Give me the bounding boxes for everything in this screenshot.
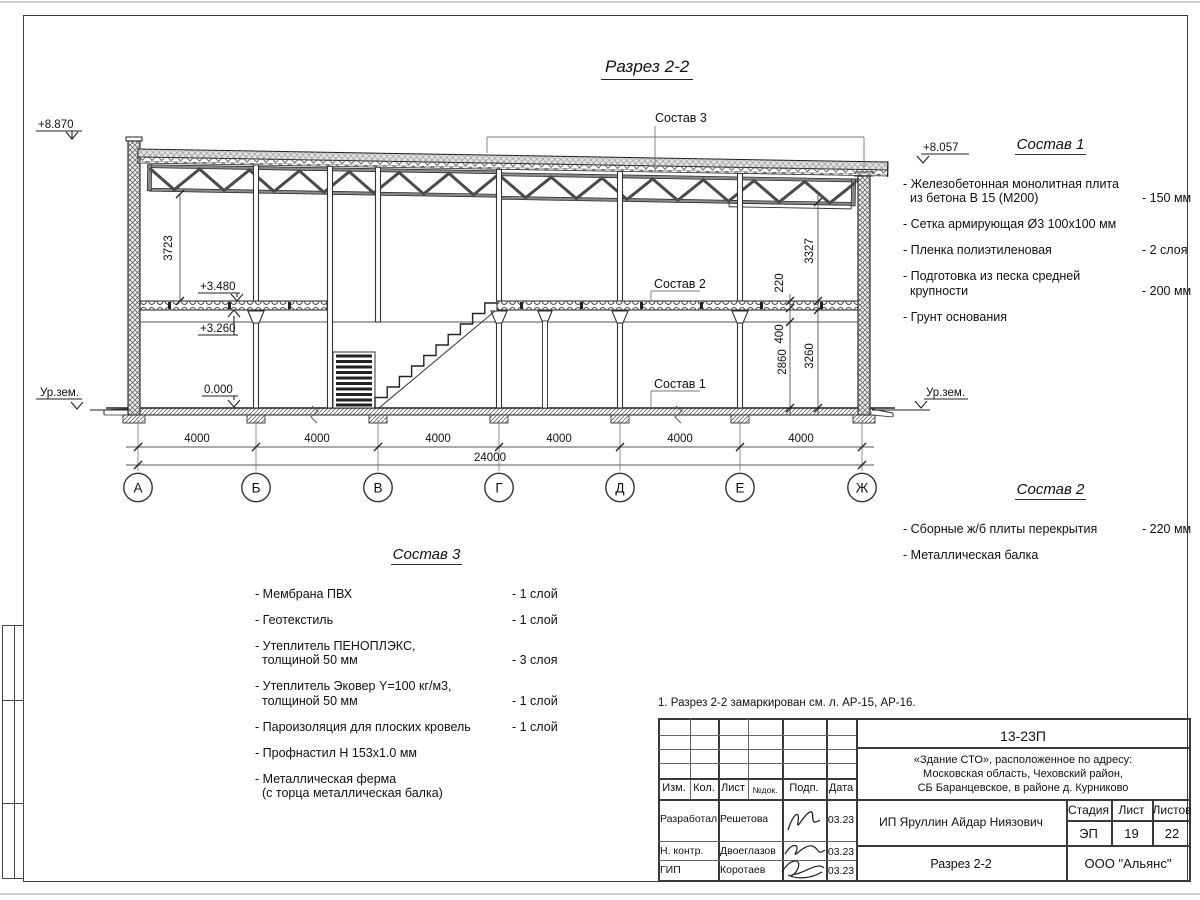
- grid-label: Г: [495, 480, 503, 496]
- elev-slab-bottom: +3.260: [200, 323, 236, 335]
- bay-dim: 4000: [667, 433, 693, 445]
- dim-220: 220: [774, 273, 786, 293]
- list-item: - Сетка армирующая Ø3 100х100 мм: [903, 217, 1117, 231]
- callout-sostav2: Состав 2: [654, 277, 706, 291]
- elev-ground-right: Ур.зем.: [926, 387, 966, 399]
- list-title: Состав 2: [1016, 481, 1085, 498]
- col-izm: Изм.: [662, 782, 686, 794]
- row-name: Решетова: [720, 813, 769, 825]
- row-role: Н. контр.: [660, 845, 704, 857]
- col-list: Лист: [721, 782, 745, 794]
- list-item: - Металлическая ферма (с торца металлическая балка): [255, 771, 443, 800]
- sheet-note: 1. Разрез 2-2 замаркирован см. л. АР-15, АР-16.: [658, 697, 916, 709]
- list-item: - Грунт основания: [903, 309, 1008, 324]
- col-data: Дата: [828, 782, 854, 794]
- client: ИП Яруллин Айдар Ниязович: [879, 815, 1043, 829]
- total-dim: 24000: [474, 452, 506, 464]
- grid-label: Б: [251, 480, 261, 496]
- row-date: 03.23: [827, 814, 855, 826]
- elev-slab-top: +3.480: [200, 281, 236, 293]
- list-item: - Мембрана ПВХ - 1 слой: [255, 586, 558, 601]
- object-address: «Здание СТО», расположенное по адресу: Московская область, Чеховский район, СБ Баранцевское, в районе д. Курниково: [913, 754, 1133, 794]
- list-title: Состав 1: [1016, 136, 1085, 153]
- sheet-label: Лист: [1118, 803, 1145, 817]
- doc-code: 13-23П: [1000, 728, 1046, 744]
- signature: [778, 854, 828, 880]
- list-item: - Подготовка из песка средней крупности - 200 мм: [903, 269, 1192, 298]
- bay-dim: 4000: [304, 433, 330, 445]
- list-sostav-1: [903, 138, 1198, 336]
- dim-3327: 3327: [804, 238, 816, 264]
- dim-3260: 3260: [804, 343, 816, 369]
- elev-ground-left: Ур.зем.: [40, 387, 80, 399]
- list-title: Состав 3: [392, 546, 461, 563]
- row-name: Коротаев: [720, 864, 766, 876]
- dim-400: 400: [774, 324, 786, 344]
- dim-3723-lines: [176, 190, 184, 305]
- col-podp: Подп.: [789, 782, 819, 794]
- truss-right: [498, 173, 857, 209]
- sheet-number: 19: [1124, 826, 1139, 841]
- grid-label: Ж: [855, 480, 869, 496]
- row-name: Двоеглазов: [720, 845, 776, 857]
- page-title: Разрез 2-2: [601, 57, 693, 80]
- list-item: - Пленка полиэтиленовая - 2 слоя: [903, 243, 1188, 257]
- grid-label: А: [133, 480, 143, 496]
- bay-dim: 4000: [425, 433, 451, 445]
- grid-label: Д: [615, 480, 625, 496]
- grid-label: В: [373, 480, 383, 496]
- elev-left-top: +8.870: [38, 119, 74, 131]
- list-item: - Металлическая балка: [903, 547, 1039, 562]
- list-item: - Пароизоляция для плоских кровель - 1 слой: [255, 719, 558, 734]
- truss-left: [147, 165, 500, 199]
- list-sostav-3: [255, 548, 568, 812]
- drawing-name: Разрез 2-2: [930, 857, 992, 871]
- list-item: - Железобетонная монолитная плита из бетона В 15 (М200) - 150 мм: [903, 176, 1192, 205]
- dim-3723: 3723: [163, 235, 175, 261]
- staircase: [333, 303, 497, 408]
- stage-value: ЭП: [1079, 826, 1098, 841]
- company: ООО "Альянс": [1084, 856, 1172, 871]
- list-item: - Утеплитель ПЕНОПЛЭКС, толщиной 50 мм - 3 слоя: [255, 638, 558, 667]
- list-item: - Профнастил Н 153х1.0 мм: [255, 745, 418, 760]
- grid-label: Е: [735, 480, 745, 496]
- callout-sostav3: Состав 3: [655, 111, 707, 125]
- bay-dim: 4000: [788, 433, 814, 445]
- row-role: Разработал: [660, 813, 718, 825]
- col-kol: Кол.: [693, 782, 715, 794]
- col-doc: №док.: [752, 785, 778, 795]
- dim-2860: 2860: [777, 349, 789, 375]
- sheets-total: 22: [1164, 826, 1180, 841]
- callout-sostav1: Состав 1: [654, 377, 706, 391]
- list-item: - Утеплитель Эковер Y=100 кг/м3, толщиной 50 мм - 1 слой: [255, 679, 558, 708]
- list-item: - Геотекстиль - 1 слой: [255, 612, 558, 627]
- sheets-label: Листов: [1152, 803, 1192, 817]
- elev-zero: 0.000: [204, 384, 233, 396]
- grid-bubbles: [124, 473, 876, 501]
- stage-label: Стадия: [1068, 803, 1109, 817]
- row-date: 03.23: [827, 865, 855, 877]
- list-item: - Сборные ж/б плиты перекрытия - 220 мм: [903, 521, 1192, 536]
- bay-dim: 4000: [546, 433, 572, 445]
- bay-dim: 4000: [184, 433, 210, 445]
- roof: [137, 149, 888, 209]
- signature: [784, 802, 824, 838]
- elev-right-top: +8.057: [923, 142, 959, 154]
- list-sostav-2: [903, 483, 1198, 574]
- row-role: ГИП: [660, 864, 681, 876]
- row-date: 03.23: [827, 846, 855, 858]
